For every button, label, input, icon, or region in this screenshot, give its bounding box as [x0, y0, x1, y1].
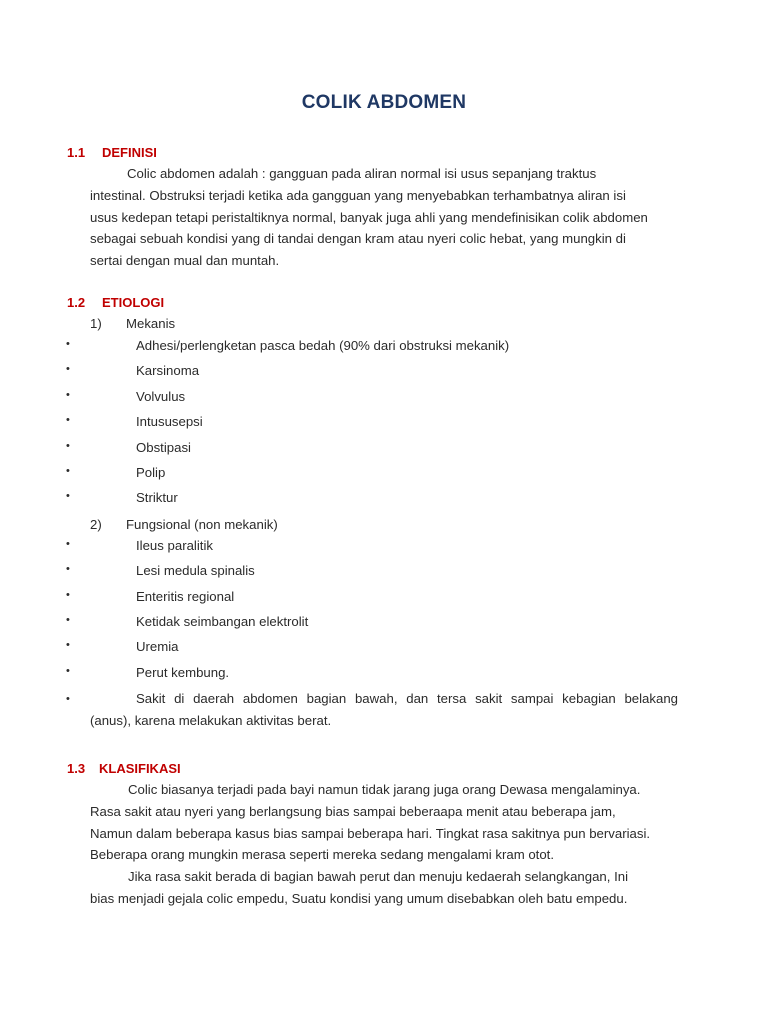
- list-item-text: (anus), karena melakukan aktivitas berat.: [90, 713, 332, 728]
- bullet-icon: •: [66, 614, 70, 626]
- list-group-title-mekanis: [90, 316, 175, 331]
- section-title: DEFINISI: [102, 145, 157, 160]
- section-title: KLASIFIKASI: [99, 761, 181, 776]
- bullet-icon: •: [66, 563, 70, 575]
- list-item-text: Ketidak seimbangan elektrolit: [136, 614, 309, 629]
- bullet-icon: •: [66, 465, 70, 477]
- paragraph-definisi: [90, 163, 677, 272]
- text-line: Colic biasanya terjadi pada bayi namun tidak jarang juga orang Dewasa mengalaminya.: [128, 782, 641, 797]
- text-line: usus kedepan tetapi peristaltiknya normal, banyak juga ahli yang mendefinisikan colik abdomen: [90, 209, 648, 225]
- bullet-icon: •: [66, 414, 70, 426]
- text-line: sebagai sebuah kondisi yang di tandai dengan kram atau nyeri colic hebat, yang mungkin di: [90, 231, 626, 247]
- list-item-text: Lesi medula spinalis: [136, 563, 255, 578]
- list-item-text: Adhesi/perlengketan pasca bedah (90% dari obstruksi mekanik): [136, 338, 510, 353]
- text-line: Beberapa orang mungkin merasa seperti mereka sedang mengalami kram otot.: [90, 847, 555, 863]
- text-line: Jika rasa sakit berada di bagian bawah perut dan menuju kedaerah selangkangan, Ini: [128, 869, 628, 885]
- text-line: Namun dalam beberapa kasus bias sampai beberapa hari. Tingkat rasa sakitnya pun bervariasi.: [90, 825, 651, 841]
- bullet-icon: •: [66, 693, 70, 705]
- section-number: 1.2: [67, 295, 86, 310]
- list-marker: 2): [90, 517, 102, 532]
- section-heading-etiologi: [67, 295, 164, 310]
- list-item-text: Enteritis regional: [136, 589, 235, 604]
- list-group-label: Fungsional (non mekanik): [126, 517, 278, 532]
- list-item-text: Polip: [136, 465, 166, 480]
- text-line: Rasa sakit atau nyeri yang berlangsung bias sampai beberaapa menit atau beberapa jam,: [90, 803, 616, 819]
- text-line: Colic abdomen adalah : gangguan pada aliran normal isi usus sepanjang traktus: [127, 166, 597, 181]
- list-item-text: Striktur: [136, 490, 178, 505]
- section-title: ETIOLOGI: [102, 295, 165, 310]
- bullet-icon: •: [66, 639, 70, 651]
- list-marker: 1): [90, 316, 102, 331]
- list-group-title-fungsional: [90, 517, 278, 532]
- bullet-icon: •: [66, 363, 70, 375]
- bullet-icon: •: [66, 490, 70, 502]
- bullet-icon: •: [66, 665, 70, 677]
- document-title: COLIK ABDOMEN: [301, 92, 467, 113]
- bullet-icon: •: [66, 589, 70, 601]
- list-group-label: Mekanis: [126, 316, 176, 331]
- bullet-icon: •: [66, 389, 70, 401]
- bullet-icon: •: [66, 538, 70, 550]
- list-item: [66, 688, 678, 732]
- section-heading-klasifikasi: [67, 761, 181, 776]
- list-item-text: Uremia: [136, 639, 179, 654]
- list-item-text: Sakit di daerah abdomen bagian bawah, dan tersa sakit sampai kebagian belakang: [136, 691, 678, 706]
- section-heading-definisi: [67, 145, 157, 160]
- list-item-text: Karsinoma: [136, 363, 200, 378]
- section-number: 1.1: [67, 145, 86, 160]
- list-item-text: Perut kembung.: [136, 665, 230, 680]
- section-number: 1.3: [67, 761, 86, 776]
- bullet-icon: •: [66, 440, 70, 452]
- text-line: sertai dengan mual dan muntah.: [90, 253, 280, 269]
- bullet-icon: •: [66, 338, 70, 350]
- text-line: bias menjadi gejala colic empedu, Suatu kondisi yang umum disebabkan oleh batu empedu.: [90, 890, 628, 906]
- list-item-text: Ileus paralitik: [136, 538, 213, 553]
- text-line: intestinal. Obstruksi terjadi ketika ada gangguan yang menyebabkan terhambatnya aliran isi: [90, 187, 626, 203]
- list-item-text: Obstipasi: [136, 440, 191, 455]
- paragraph-klasifikasi: [90, 779, 677, 910]
- list-item-text: Intususepsi: [136, 414, 203, 429]
- list-item-text: Volvulus: [136, 389, 186, 404]
